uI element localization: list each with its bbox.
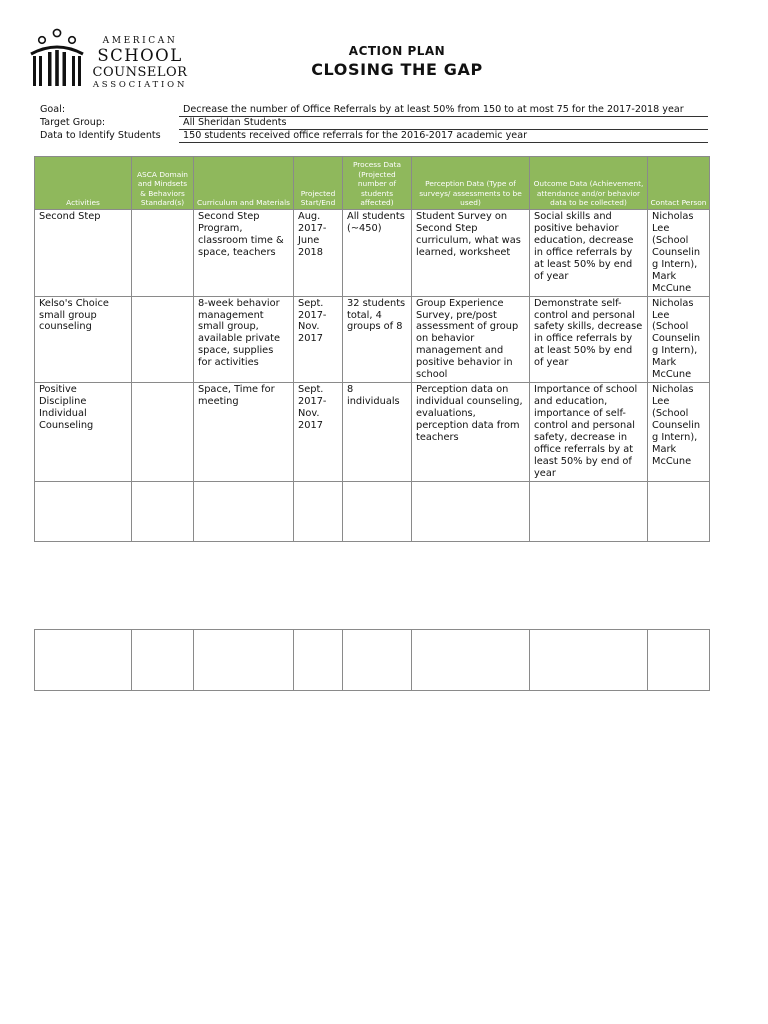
cell-process: 8 individuals: [343, 383, 412, 482]
cell-perception: Student Survey on Second Step curriculum, what was learned, worksheet: [412, 210, 530, 297]
plan-meta: [34, 104, 708, 143]
cell-asca: [132, 383, 194, 482]
blank-table-row: [34, 629, 710, 691]
cell-curriculum: 8-week behavior management small group, available private space, supplies for activities: [194, 296, 294, 383]
table-row: [35, 296, 710, 383]
cell-asca: [132, 296, 194, 383]
cell-contact: Nicholas Lee (School Counselin g Intern), Mark McCune: [648, 296, 710, 383]
asca-logo: [28, 28, 188, 90]
header-contact: Contact Person: [648, 157, 710, 210]
page-title: ACTION PLAN: [348, 44, 446, 58]
cell-curriculum: Space, Time for meeting: [194, 383, 294, 482]
logo-line-3: COUNSELOR: [92, 64, 188, 80]
page-subtitle: CLOSING THE GAP: [311, 60, 483, 79]
cell-process: All students (~450): [343, 210, 412, 297]
cell-perception: Group Experience Survey, pre/post assessment of group on behavior management and positive behavior in school: [412, 296, 530, 383]
table-row: [35, 210, 710, 297]
table-header-row: [35, 157, 710, 210]
cell-dates: Aug. 2017- June 2018: [294, 210, 343, 297]
data-identify-label: Data to Identify Students: [40, 130, 161, 141]
logo-line-4: ASSOCIATION: [92, 79, 188, 90]
cell-contact: Nicholas Lee (School Counselin g Intern), Mark McCune: [648, 210, 710, 297]
header-dates: Projected Start/End: [294, 157, 343, 210]
table-row-empty: [35, 481, 710, 541]
logo-line-1: AMERICAN: [102, 36, 178, 46]
cell-contact: Nicholas Lee (School Counselin g Intern), Mark McCune: [648, 383, 710, 482]
cell-perception: Perception data on individual counseling, evaluations, perception data from teachers: [412, 383, 530, 482]
cell-activity: Kelso's Choice small group counseling: [35, 296, 132, 383]
header-process-data: Process Data (Projected number of students affected): [343, 157, 412, 210]
data-identify-row: [34, 130, 708, 143]
table-row-empty: [35, 630, 710, 691]
cell-outcome: Social skills and positive behavior education, decrease in office referrals by at least 50% by end of year: [530, 210, 648, 297]
cell-dates: Sept. 2017- Nov. 2017: [294, 296, 343, 383]
target-group-row: [34, 117, 708, 130]
cell-outcome: Importance of school and education, importance of self-control and personal safety, decrease in office referrals by at least 50% by end of year: [530, 383, 648, 482]
header-perception-data: Perception Data (Type of surveys/ assessments to be used): [412, 157, 530, 210]
cell-asca: [132, 210, 194, 297]
data-identify-value: 150 students received office referrals for the 2016-2017 academic year: [179, 130, 708, 143]
header-asca: ASCA Domain and Mindsets & Behaviors Standard(s): [132, 157, 194, 210]
cell-activity: Positive Discipline Individual Counseling: [35, 383, 132, 482]
goal-label: Goal:: [40, 104, 66, 115]
action-plan-table: [34, 156, 710, 542]
people-figures-icon: [28, 28, 86, 90]
cell-dates: Sept. 2017- Nov. 2017: [294, 383, 343, 482]
cell-outcome: Demonstrate self-control and personal safety skills, decrease in office referrals by at least 50% by end of year: [530, 296, 648, 383]
cell-curriculum: Second Step Program, classroom time & space, teachers: [194, 210, 294, 297]
goal-value: Decrease the number of Office Referrals by at least 50% from 150 to at most 75 for the 2017-2018 year: [179, 104, 708, 117]
cell-activity: Second Step: [35, 210, 132, 297]
goal-row: [34, 104, 708, 117]
logo-line-2: SCHOOL: [97, 46, 183, 65]
table-row: [35, 383, 710, 482]
header-outcome-data: Outcome Data (Achievement, attendance and/or behavior data to be collected): [530, 157, 648, 210]
target-group-value: All Sheridan Students: [179, 117, 708, 130]
cell-process: 32 students total, 4 groups of 8: [343, 296, 412, 383]
target-group-label: Target Group:: [40, 117, 106, 128]
header-activities: Activities: [35, 157, 132, 210]
header-curriculum: Curriculum and Materials: [194, 157, 294, 210]
